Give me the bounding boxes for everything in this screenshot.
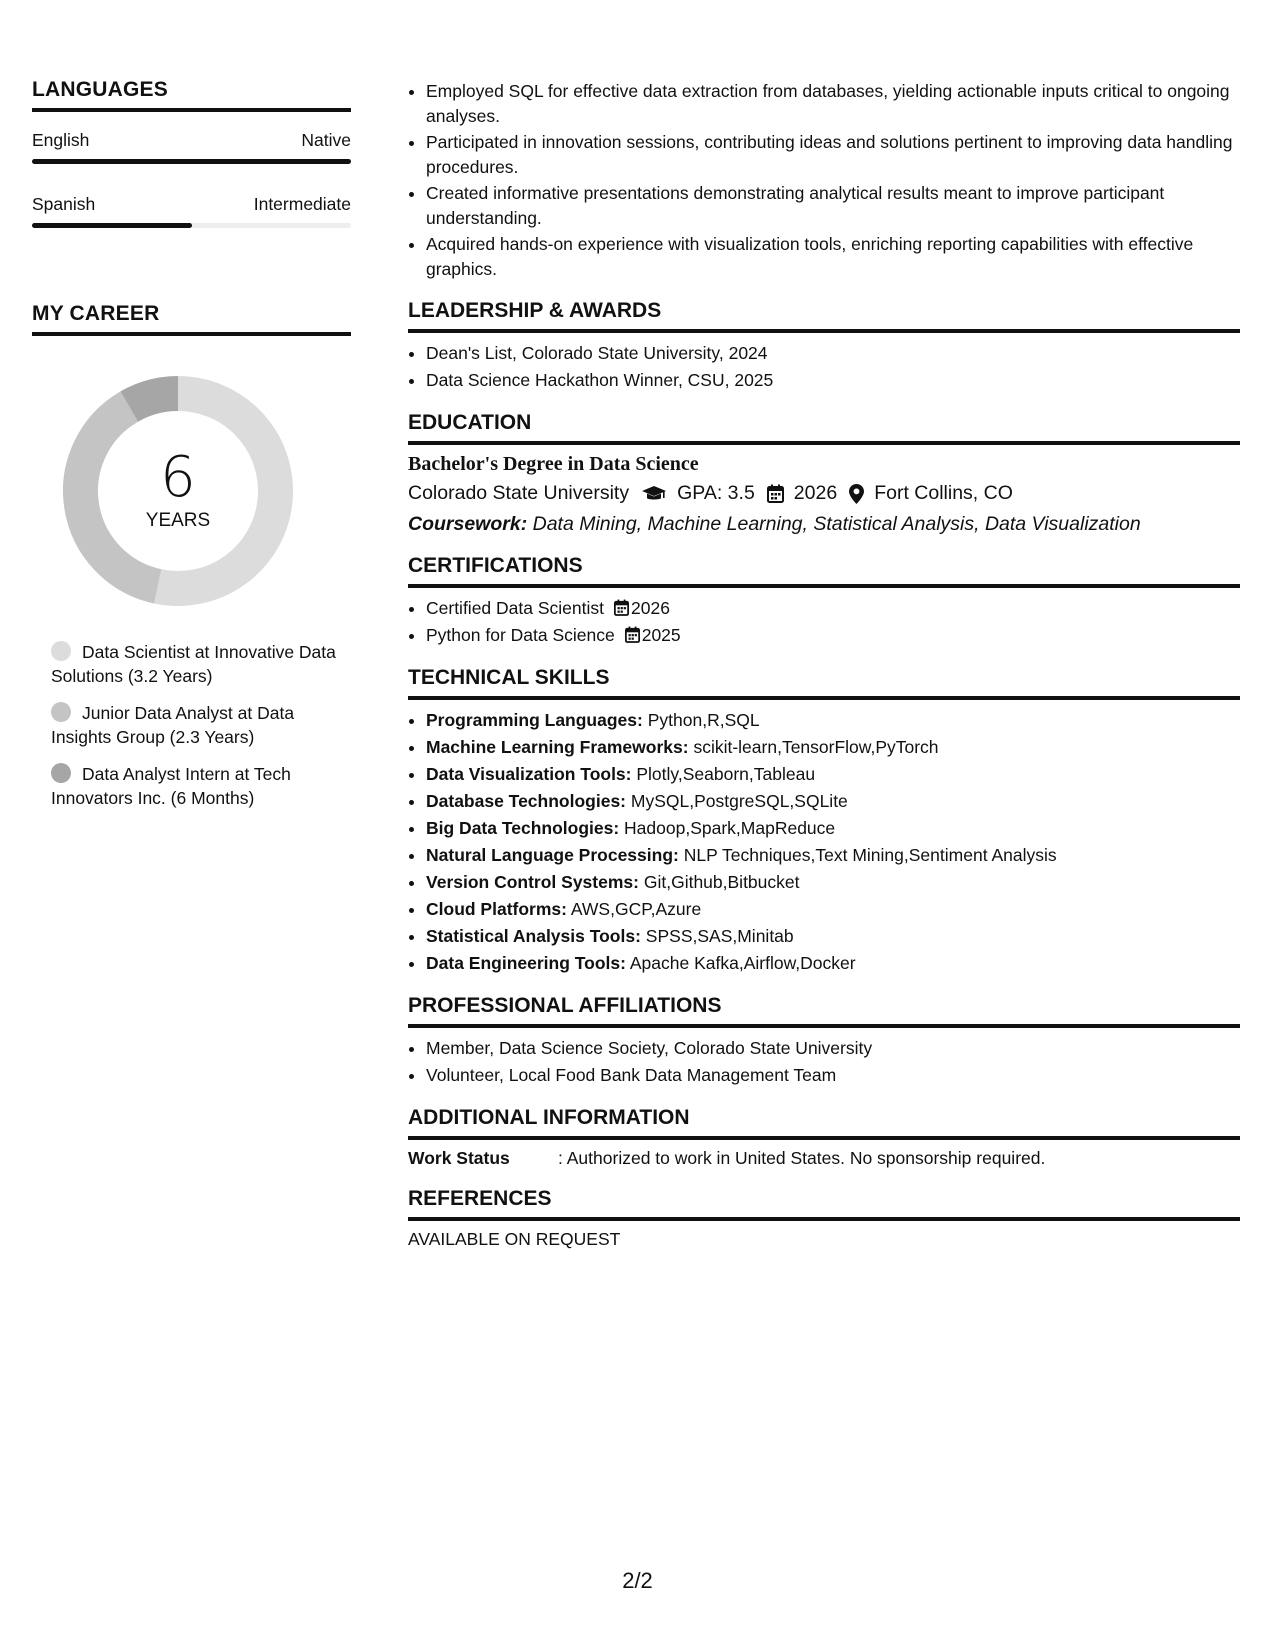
language-item xyxy=(32,194,351,228)
coursework xyxy=(408,513,1240,536)
legend-label: Data Scientist at Innovative Data Solutions (3.2 Years) xyxy=(51,642,336,686)
list-item: • Acquired hands-on experience with visualization tools, enriching reporting capabilities with effective graphics. xyxy=(426,232,1240,281)
legend-item xyxy=(51,640,336,688)
legend-item xyxy=(51,762,336,810)
skill-label: Big Data Technologies: xyxy=(426,818,620,838)
education-heading: EDUCATION xyxy=(408,411,1240,445)
additional-info-heading: ADDITIONAL INFORMATION xyxy=(408,1106,1240,1140)
skill-label: Data Engineering Tools: xyxy=(426,953,626,973)
work-status-value: : Authorized to work in United States. No sponsorship required. xyxy=(558,1148,1046,1168)
graduation-cap-icon xyxy=(641,485,667,503)
career-donut-chart xyxy=(63,376,293,606)
career-legend xyxy=(51,640,336,810)
location-pin-icon xyxy=(849,484,864,504)
additional-info-section xyxy=(408,1106,1240,1169)
coursework-list: Data Mining, Machine Learning, Statistical Analysis, Data Visualization xyxy=(532,513,1141,535)
leadership-heading: LEADERSHIP & AWARDS xyxy=(408,299,1240,333)
cert-name: Python for Data Science xyxy=(426,625,615,645)
references-section xyxy=(408,1187,1240,1250)
language-proficiency-fill xyxy=(32,159,351,164)
skill-value: NLP Techniques,Text Mining,Sentiment Analysis xyxy=(683,845,1057,865)
affiliations-section xyxy=(408,994,1240,1088)
skill-label: Machine Learning Frameworks: xyxy=(426,737,689,757)
legend-label: Data Analyst Intern at Tech Innovators Inc. (6 Months) xyxy=(51,764,291,808)
career-heading: MY CAREER xyxy=(32,302,351,336)
language-name: English xyxy=(32,130,90,150)
list-item xyxy=(426,951,1240,976)
language-level: Native xyxy=(301,130,351,150)
cert-name: Certified Data Scientist xyxy=(426,598,604,618)
language-item xyxy=(32,130,351,164)
skill-label: Programming Languages: xyxy=(426,710,643,730)
coursework-label: Coursework: xyxy=(408,513,528,535)
school-row xyxy=(408,482,1240,505)
experience-bullets xyxy=(408,79,1240,281)
language-level: Intermediate xyxy=(253,194,351,214)
references-heading: REFERENCES xyxy=(408,1187,1240,1221)
skill-value: SPSS,SAS,Minitab xyxy=(645,926,794,946)
cert-year: 2025 xyxy=(641,625,681,645)
list-item xyxy=(426,924,1240,949)
language-name: Spanish xyxy=(32,194,96,214)
list-item xyxy=(426,623,1240,648)
list-item: • Participated in innovation sessions, contributing ideas and solutions pertinent to improving data handling procedures. xyxy=(426,130,1240,179)
list-item: • Dean's List, Colorado State University, 2024 xyxy=(426,341,1240,366)
skill-label: Statistical Analysis Tools: xyxy=(426,926,641,946)
language-proficiency-bar xyxy=(32,159,351,164)
legend-dot xyxy=(51,763,71,783)
skill-value: Plotly,Seaborn,Tableau xyxy=(636,764,816,784)
calendar-icon xyxy=(625,626,640,643)
list-item xyxy=(426,897,1240,922)
skill-label: Natural Language Processing: xyxy=(426,845,679,865)
affiliations-heading: PROFESSIONAL AFFILIATIONS xyxy=(408,994,1240,1028)
certifications-section xyxy=(408,554,1240,648)
skill-value: Python,R,SQL xyxy=(647,710,760,730)
school-location: Fort Collins, CO xyxy=(874,482,1013,504)
legend-dot xyxy=(51,641,71,661)
language-proficiency-bar xyxy=(32,223,351,228)
list-item: • Member, Data Science Society, Colorado State University xyxy=(426,1036,1240,1061)
list-item xyxy=(426,816,1240,841)
degree-title: Bachelor's Degree in Data Science xyxy=(408,453,699,475)
list-item: • Data Science Hackathon Winner, CSU, 2025 xyxy=(426,368,1240,393)
references-text: AVAILABLE ON REQUEST xyxy=(408,1229,621,1249)
skill-label: Version Control Systems: xyxy=(426,872,639,892)
skill-value: Apache Kafka,Airflow,Docker xyxy=(629,953,856,973)
languages-heading: LANGUAGES xyxy=(32,78,351,112)
skill-label: Data Visualization Tools: xyxy=(426,764,632,784)
legend-item xyxy=(51,701,336,749)
list-item: • Volunteer, Local Food Bank Data Management Team xyxy=(426,1063,1240,1088)
list-item: • Employed SQL for effective data extraction from databases, yielding actionable inputs critical to ongoing analyses. xyxy=(426,79,1240,128)
skill-label: Database Technologies: xyxy=(426,791,627,811)
calendar-icon xyxy=(767,484,784,503)
career-total-unit: YEARS xyxy=(145,510,211,531)
skills-section xyxy=(408,666,1240,976)
gpa: GPA: 3.5 xyxy=(677,482,755,504)
list-item xyxy=(426,735,1240,760)
list-item: • Created informative presentations demonstrating analytical results meant to improve participant understanding. xyxy=(426,181,1240,230)
list-item xyxy=(426,870,1240,895)
skill-value: Hadoop,Spark,MapReduce xyxy=(624,818,836,838)
list-item xyxy=(426,596,1240,621)
cert-year: 2026 xyxy=(631,598,670,618)
leadership-section xyxy=(408,299,1240,393)
list-item xyxy=(426,762,1240,787)
left-column xyxy=(32,78,351,823)
skill-value: scikit-learn,TensorFlow,PyTorch xyxy=(693,737,939,757)
graduation-year: 2026 xyxy=(793,482,838,504)
skill-label: Cloud Platforms: xyxy=(426,899,567,919)
skill-value: MySQL,PostgreSQL,SQLite xyxy=(630,791,848,811)
legend-dot xyxy=(51,702,71,722)
skills-heading: TECHNICAL SKILLS xyxy=(408,666,1240,700)
list-item xyxy=(426,708,1240,733)
career-total-number: 6 xyxy=(160,445,196,510)
calendar-icon xyxy=(614,599,629,616)
skill-value: Git,Github,Bitbucket xyxy=(643,872,800,892)
skill-value: AWS,GCP,Azure xyxy=(570,899,702,919)
language-proficiency-fill xyxy=(32,223,192,228)
list-item xyxy=(426,789,1240,814)
page-number: 2/2 xyxy=(622,1568,653,1593)
legend-label: Junior Data Analyst at Data Insights Group (2.3 Years) xyxy=(51,703,295,747)
right-column xyxy=(408,79,1240,1250)
list-item xyxy=(426,843,1240,868)
certifications-heading: CERTIFICATIONS xyxy=(408,554,1240,588)
education-section xyxy=(408,411,1240,536)
work-status-label: Work Status xyxy=(408,1148,510,1168)
school-name: Colorado State University xyxy=(408,482,630,504)
